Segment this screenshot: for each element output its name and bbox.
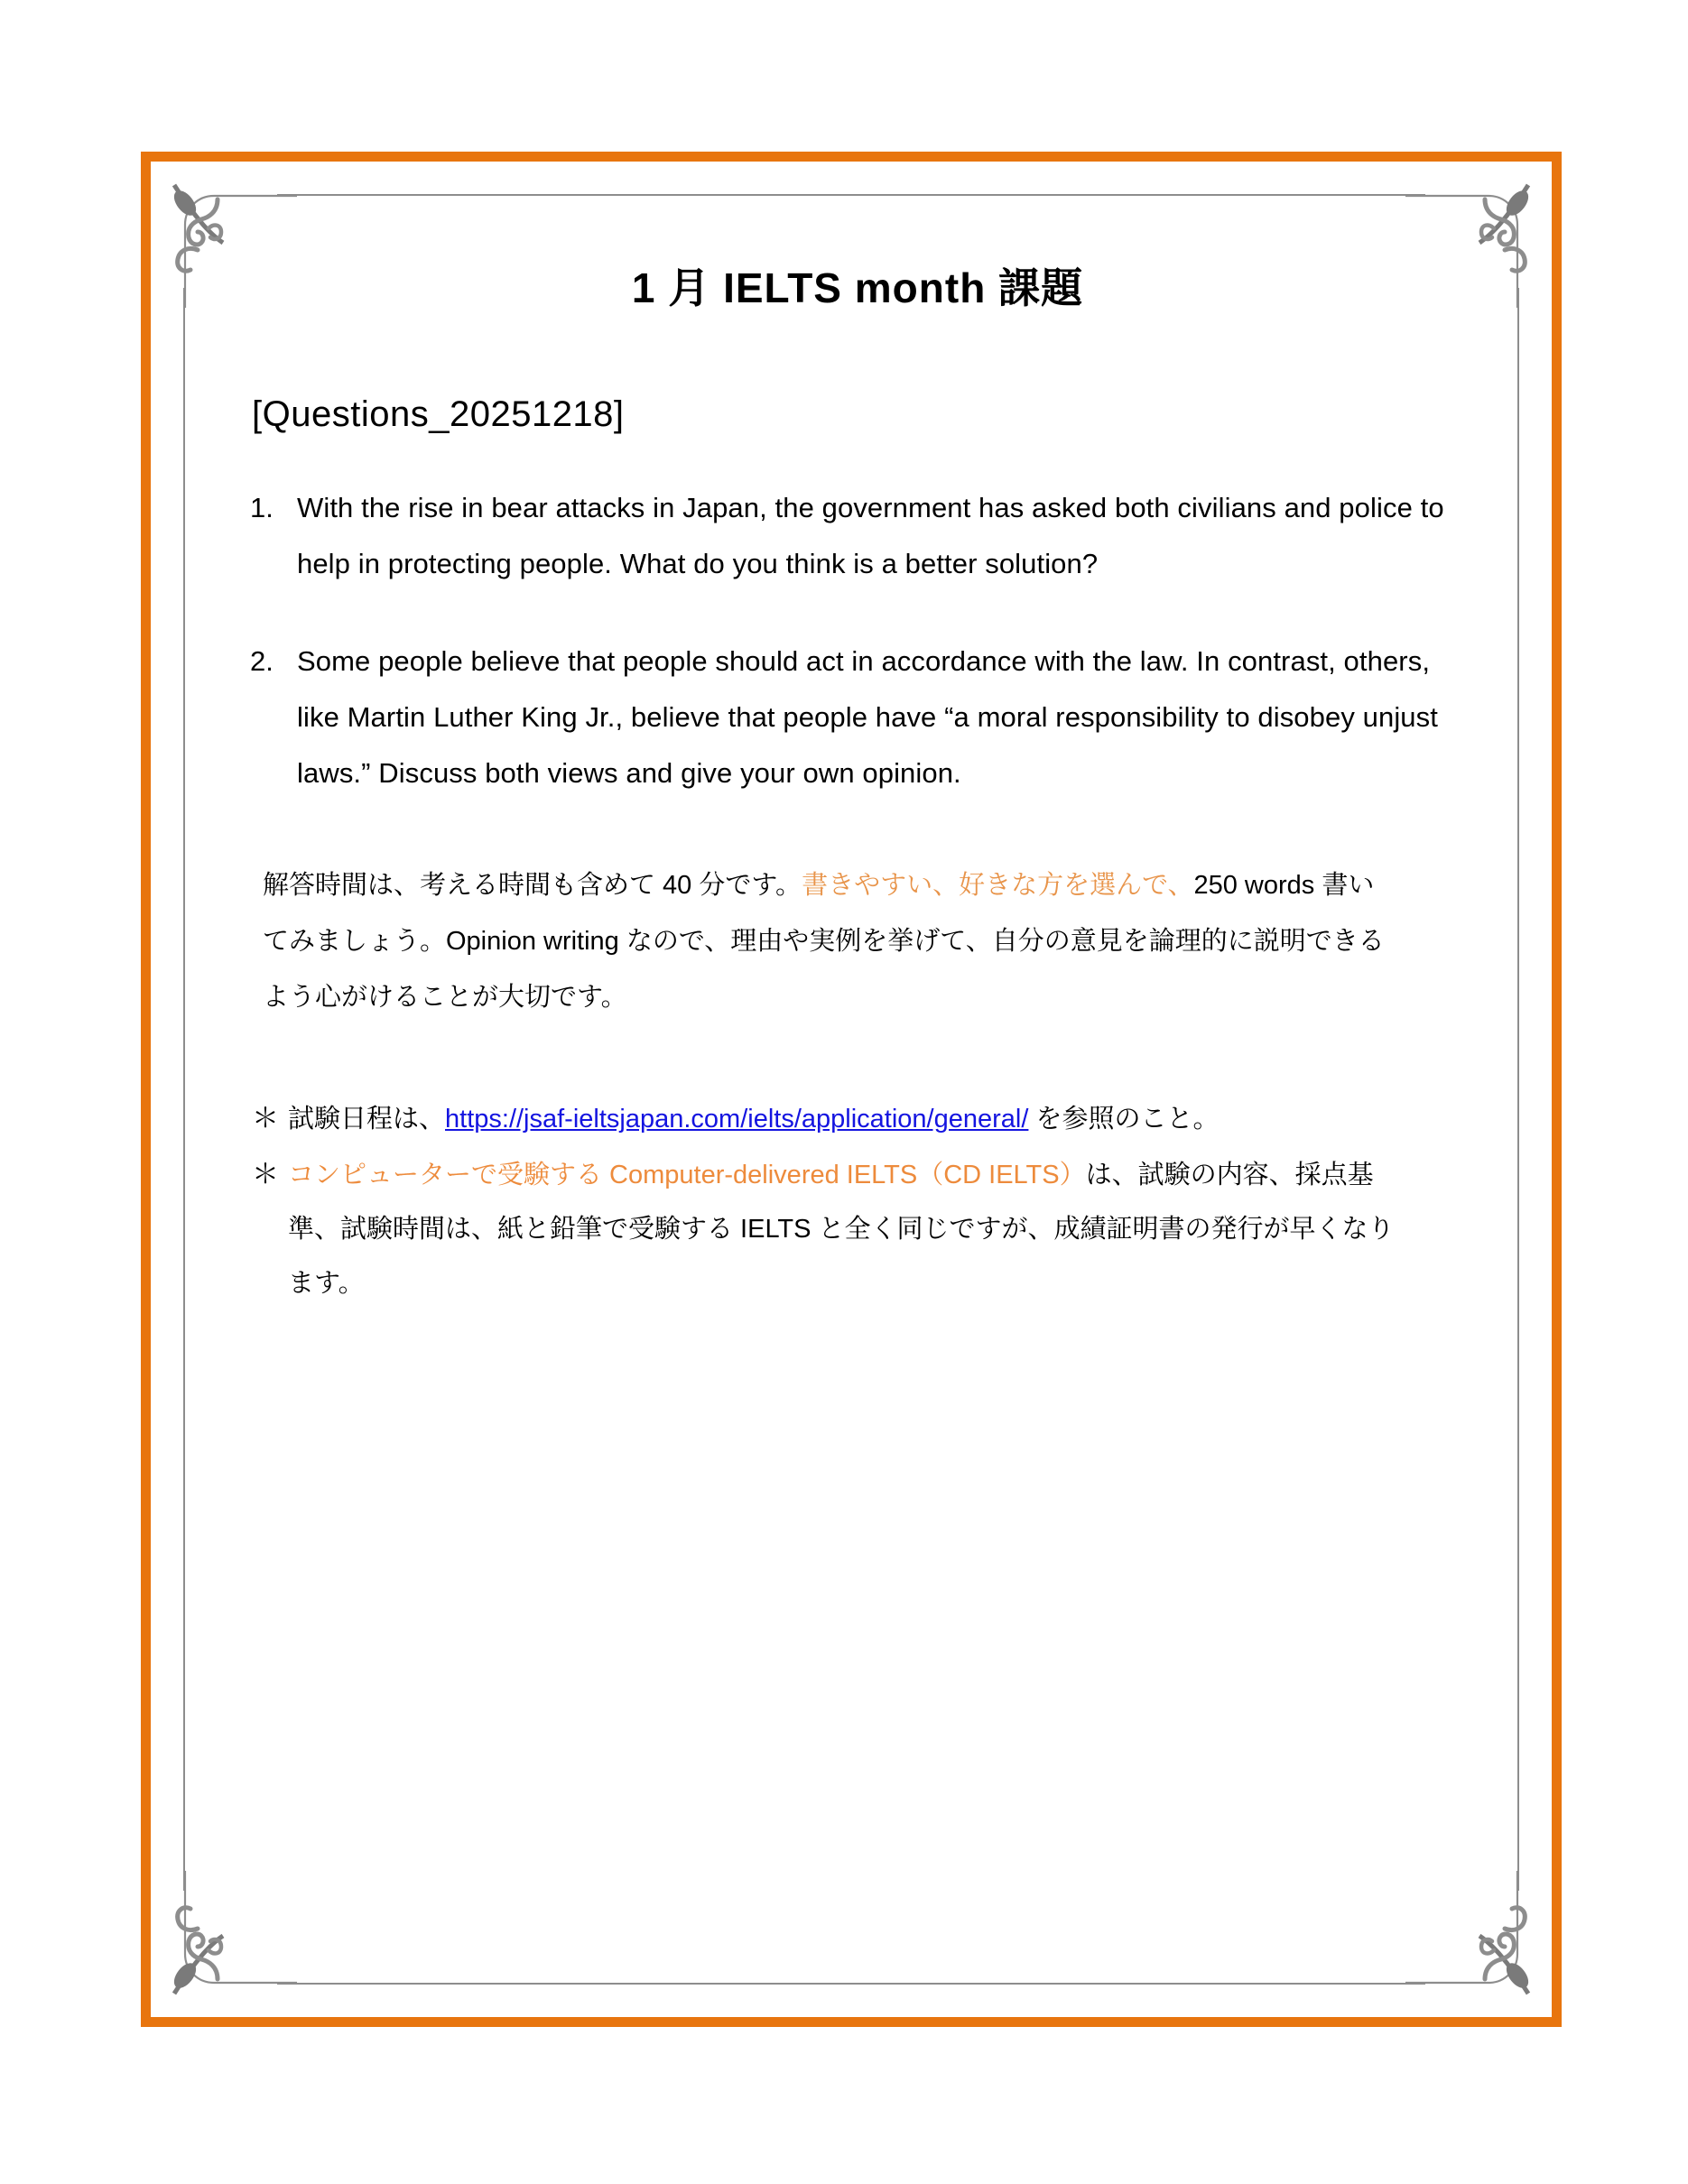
questions-heading: [Questions_20251218] <box>252 394 625 434</box>
document-content <box>250 216 1465 1963</box>
cd-ielts-highlight: コンピューターで受験する Computer-delivered IELTS（CD IELTS） <box>288 1161 1086 1189</box>
note-item-cd-ielts <box>252 1148 1465 1310</box>
question-number: 1. <box>250 492 274 523</box>
instructions-part-1: 解答時間は、考える時間も含めて 40 分です。 <box>263 871 802 900</box>
question-item <box>250 480 1465 592</box>
question-list <box>250 480 1465 801</box>
instructions-highlight: 書きやすい、好きな方を選んで、 <box>802 871 1194 900</box>
page-title: 1 月 IELTS month 課題 <box>631 264 1084 311</box>
question-text: Some people believe that people should act in accordance with the law. In contrast, others, like Martin Luther King Jr., believe that people have “a moral responsibility to disobey unjust laws.” Discuss both views and give your own opinion. <box>297 645 1438 789</box>
note-body <box>288 1148 1398 1310</box>
asterisk-icon: ＊ <box>252 1160 279 1189</box>
note-tail-text: を参照のこと。 <box>1028 1105 1220 1134</box>
notes-section <box>252 1092 1465 1310</box>
question-text: With the rise in bear attacks in Japan, the government has asked both civilians and police to help in protecting people. What do you think is a better solution? <box>297 492 1444 579</box>
cd-ielts-description: は、試験の内容、採点基準、試験時間は、紙と鉛筆で受験する IELTS と全く同じですが、成績証明書の発行が早くなります。 <box>288 1161 1395 1298</box>
note-lead-text: 試験日程は、 <box>288 1105 446 1134</box>
question-number: 2. <box>250 645 274 677</box>
document-page <box>141 152 1562 2027</box>
note-body <box>288 1092 1398 1146</box>
asterisk-icon: ＊ <box>252 1104 279 1134</box>
note-item-exam-schedule <box>252 1092 1465 1146</box>
exam-schedule-link[interactable]: https://jsaf-ieltsjapan.com/ielts/application/general/ <box>445 1105 1029 1134</box>
question-item <box>250 634 1465 801</box>
instructions-part-3: 250 words 書いてみましょう。Opinion writing なので、理由や実例を挙げて、自分の意見を論理的に説明できるよう心がけることが大切です。 <box>263 871 1385 1012</box>
instructions-paragraph <box>263 857 1391 1025</box>
